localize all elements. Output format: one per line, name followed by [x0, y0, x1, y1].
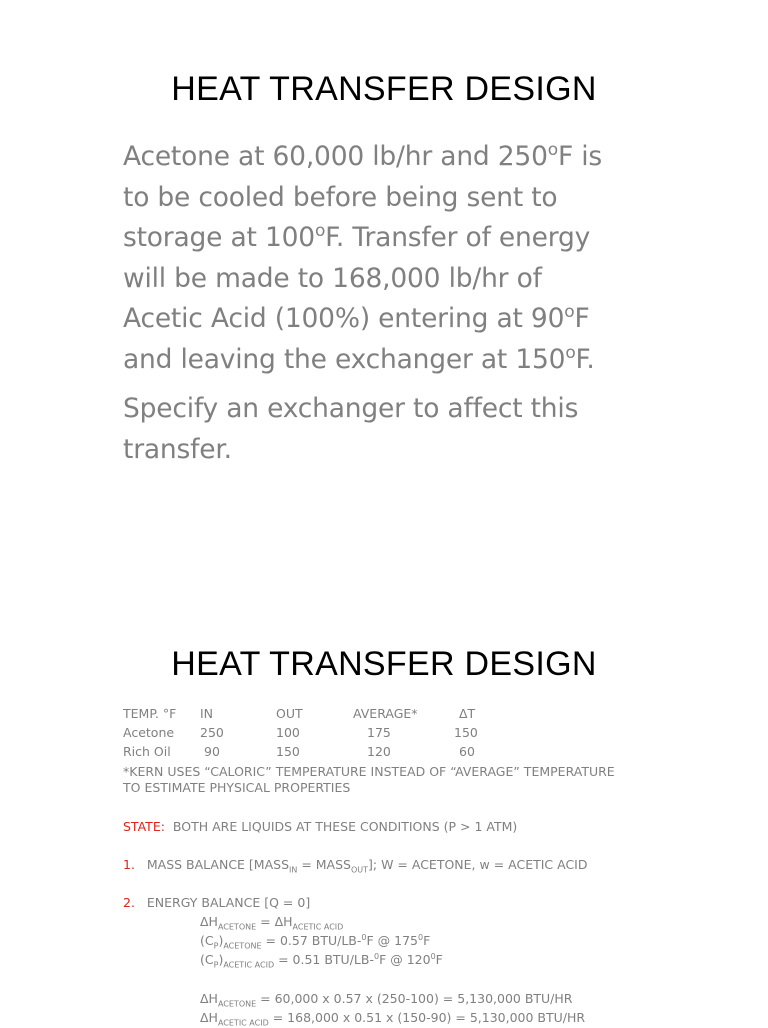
table-header-cell: OUT [276, 706, 303, 721]
text-line: storage at 100$^o$F. Transfer of energy [123, 221, 591, 254]
table-cell: 60 [459, 744, 475, 759]
energy-balance-step: 2. ENERGY BALANCE [Q = 0] [123, 895, 311, 910]
task-statement [123, 389, 743, 470]
equation-line: $\Delta H_{ACETIC ACID} = 168,000$ x 0.51 x (150-90) = 5,130,000 BTU/HR [200, 1010, 586, 1028]
table-cell: 120 [367, 744, 391, 759]
table-cell: 90 [204, 744, 220, 759]
step-number: 2. [123, 895, 135, 910]
equation-line: $(C_P)_{ACETIC ACID} = 0.51$ BTU/LB-$^0$F @ $120^0F$ [200, 951, 443, 970]
slide-title: HEAT TRANSFER DESIGN [171, 70, 597, 108]
slide-title: HEAT TRANSFER DESIGN [171, 645, 597, 683]
text-line: will be made to 168,000 lb/hr of [123, 262, 542, 294]
text-line: transfer. [123, 433, 232, 465]
state-text: BOTH ARE LIQUIDS AT THESE CONDITIONS (P > 1 ATM) [172, 819, 518, 834]
text-line: Acetic Acid (100%) entering at 90$^o$F [123, 302, 590, 335]
table-header-cell: ΔT [459, 706, 476, 721]
equation-line: $(C_P)_{ACETONE} = 0.57$ BTU/LB-$^0$F @ $175^0F$ [200, 932, 431, 951]
step-number: 1. [123, 857, 135, 872]
mass-balance-step: 1. MASS BALANCE [$MASS_{IN}$ = $MASS_{OUT}$]; W = ACETONE, w = ACETIC ACID [123, 857, 588, 875]
table-cell: Rich Oil [123, 744, 171, 759]
equation-line: $\Delta H_{ACETONE} = 60,000$ x 0.57 x (250-100) = 5,130,000 BTU/HR [200, 991, 573, 1009]
state-line [123, 817, 517, 836]
problem-statement [123, 137, 743, 381]
table-cell: 100 [276, 725, 300, 740]
table-header-cell: AVERAGE* [353, 706, 418, 721]
table-header-cell: IN [200, 706, 214, 721]
table-cell: 250 [200, 725, 224, 740]
text-line: Acetone at 60,000 lb/hr and 250$^o$F is [123, 140, 602, 172]
table-cell: Acetone [123, 725, 175, 740]
equation-line: $\Delta H_{ACETONE} = \Delta H_{ACETIC ACID}$ [200, 914, 344, 932]
state-label: STATE: [123, 819, 165, 834]
table-cell: 150 [276, 744, 300, 759]
kern-note: *KERN USES “CALORIC” TEMPERATURE INSTEAD OF “AVERAGE” TEMPERATURE [123, 764, 615, 779]
table-cell: 175 [367, 725, 391, 740]
text-line: and leaving the exchanger at 150$^o$F. [123, 343, 595, 375]
table-cell: 150 [454, 725, 478, 740]
text-line: Specify an exchanger to affect this [123, 393, 579, 424]
kern-note: TO ESTIMATE PHYSICAL PROPERTIES [123, 780, 351, 795]
table-header-cell: TEMP. °F [123, 706, 177, 721]
text-line: to be cooled before being sent to [123, 181, 558, 213]
